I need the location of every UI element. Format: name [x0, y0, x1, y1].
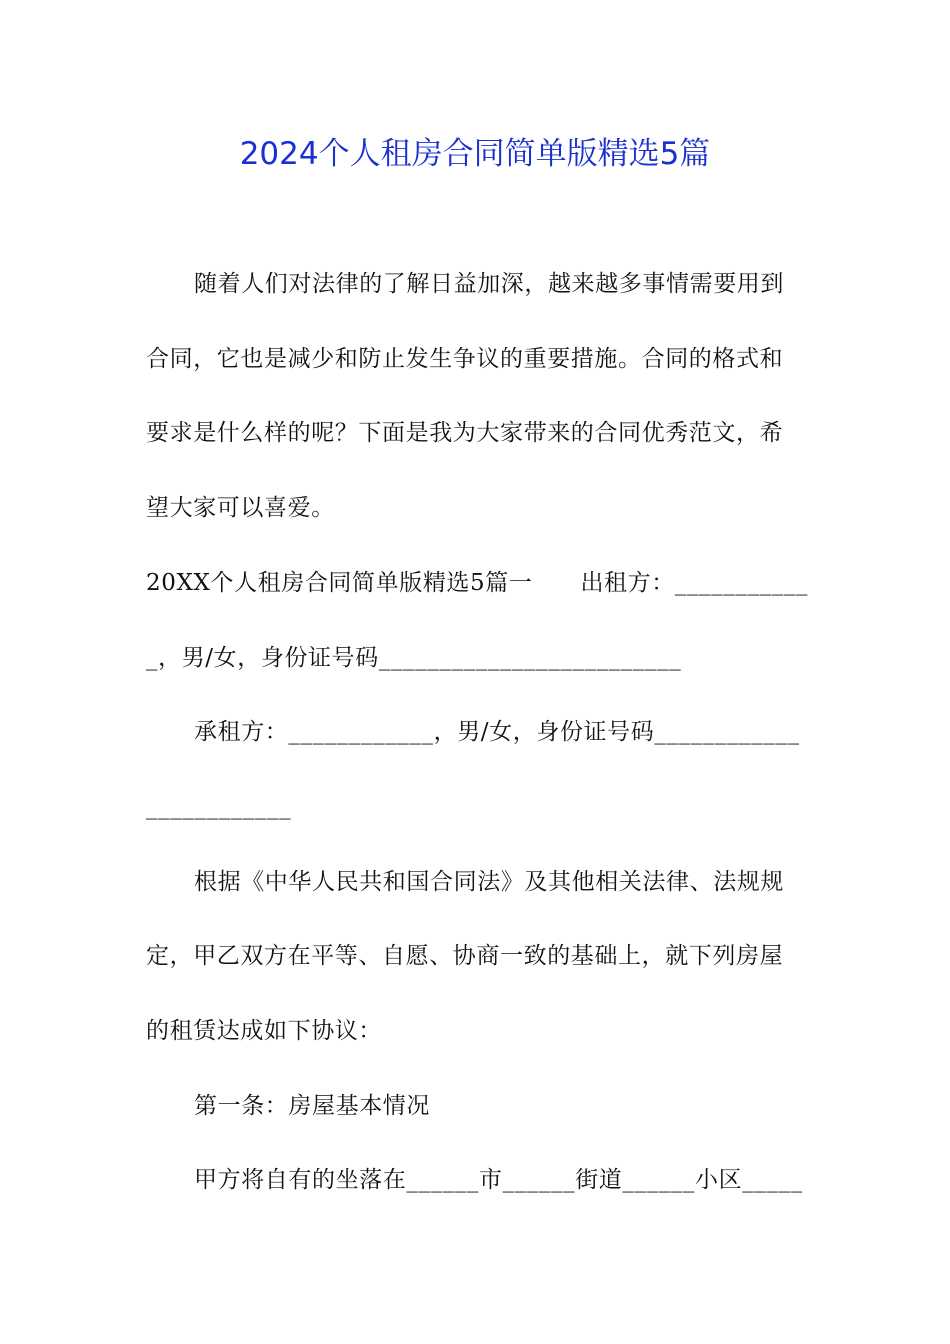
lessor-id-line: _，男/女，身份证号码_________________________	[146, 645, 682, 671]
paragraph-intro-line-2: 合同，它也是减少和防止发生争议的重要措施。合同的格式和	[146, 346, 784, 372]
paragraph-intro-line-4: 望大家可以喜爱。	[146, 495, 335, 521]
lessee-id-continuation: ____________	[146, 794, 292, 820]
paragraph-basis-line-2: 定，甲乙双方在平等、自愿、协商一致的基础上，就下列房屋	[146, 943, 784, 969]
lessee-line: 承租方：____________，男/女，身份证号码____________	[194, 719, 800, 745]
lessor-label: 出租方：___________	[580, 570, 808, 596]
paragraph-intro-line-3: 要求是什么样的呢？下面是我为大家带来的合同优秀范文，希	[146, 420, 784, 446]
section-heading-line	[146, 565, 806, 601]
section-heading: 20XX个人租房合同简单版精选5篇一	[146, 570, 533, 596]
paragraph-basis-line-3: 的租赁达成如下协议：	[146, 1018, 382, 1044]
article-1-heading: 第一条：房屋基本情况	[194, 1093, 430, 1119]
article-1-text: 甲方将自有的坐落在______市______街道______小区_____	[194, 1167, 803, 1193]
document-title: 2024个人租房合同简单版精选5篇	[239, 136, 711, 172]
paragraph-basis-line-1: 根据《中华人民共和国合同法》及其他相关法律、法规规	[194, 869, 784, 895]
paragraph-intro-line-1: 随着人们对法律的了解日益加深，越来越多事情需要用到	[194, 271, 784, 297]
